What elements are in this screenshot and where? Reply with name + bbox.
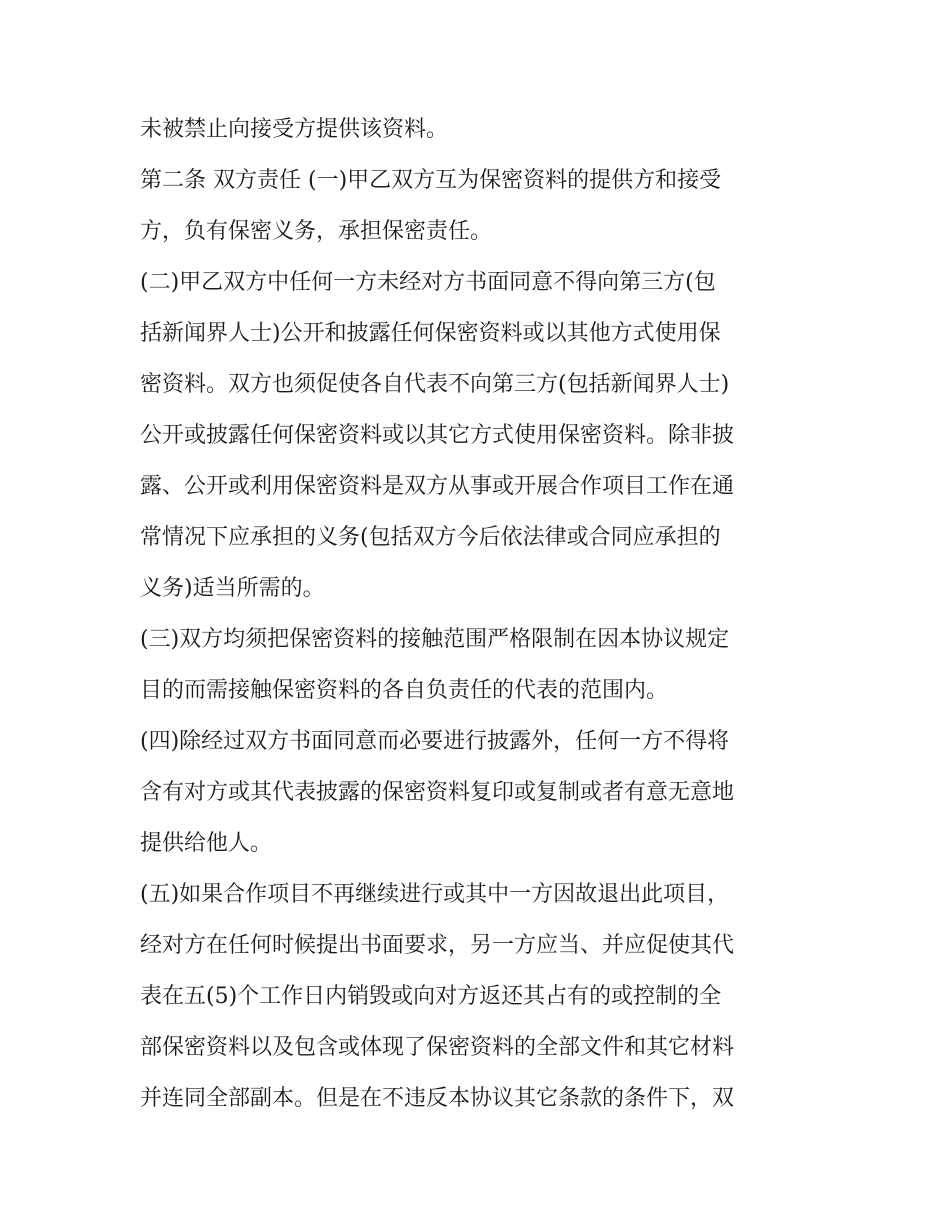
text-line: 表在五(5)个工作日内销毁或向对方返还其占有的或控制的全	[140, 984, 722, 1009]
text-line: 目的而需接触保密资料的各自负责任的代表的范围内。	[140, 678, 669, 703]
document-body	[140, 104, 820, 1124]
text-line: 经对方在任何时候提出书面要求，另一方应当、并应促使其代	[140, 933, 735, 958]
text-line: (三)双方均须把保密资料的接触范围严格限制在因本协议规定	[140, 627, 730, 652]
text-line: 并连同全部副本。但是在不违反本协议其它条款的条件下，双	[140, 1086, 735, 1111]
text-line: 公开或披露任何保密资料或以其它方式使用保密资料。除非披	[140, 423, 735, 448]
text-line: 部保密资料以及包含或体现了保密资料的全部文件和其它材料	[140, 1035, 735, 1060]
text-line: (二)甲乙双方中任何一方未经对方书面同意不得向第三方(包	[140, 270, 716, 295]
text-line: 义务)适当所需的。	[140, 576, 325, 601]
text-line: 露、公开或利用保密资料是双方从事或开展合作项目工作在通	[140, 474, 735, 499]
text-line: 方，负有保密义务，承担保密责任。	[140, 219, 493, 244]
text-line: 含有对方或其代表披露的保密资料复印或复制或者有意无意地	[140, 780, 735, 805]
text-line: (五)如果合作项目不再继续进行或其中一方因故退出此项目，	[140, 882, 730, 907]
text-line: 提供给他人。	[140, 831, 273, 856]
text-line: 常情况下应承担的义务(包括双方今后依法律或合同应承担的	[140, 525, 721, 550]
text-line: 第二条 双方责任 (一)甲乙双方互为保密资料的提供方和接受	[140, 168, 722, 193]
text-line: 未被禁止向接受方提供该资料。	[140, 117, 449, 142]
text-line: 密资料。双方也须促使各自代表不向第三方(包括新闻界人士)	[140, 372, 730, 397]
text-line: 括新闻界人士)公开和披露任何保密资料或以其他方式使用保	[140, 321, 721, 346]
text-line: (四)除经过双方书面同意而必要进行披露外，任何一方不得将	[140, 729, 730, 754]
